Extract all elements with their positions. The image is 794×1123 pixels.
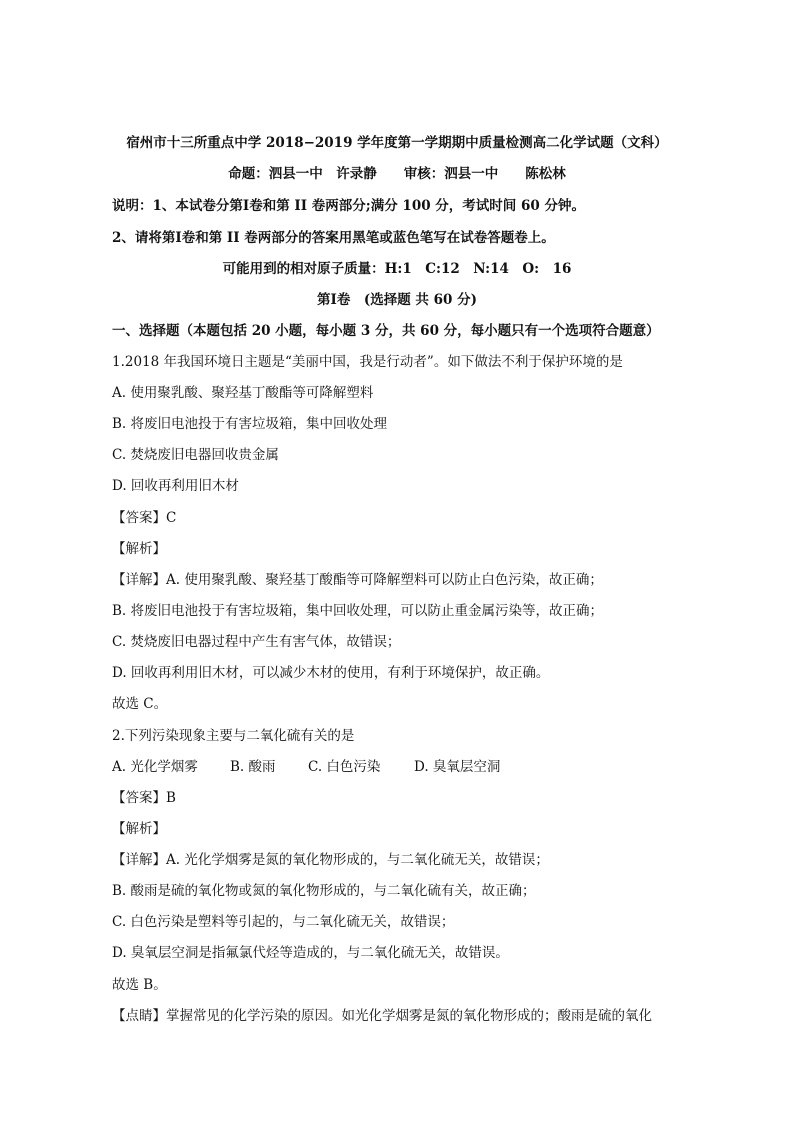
question-2-option-b: B. 酸雨 [230,759,276,775]
question-2-analysis-label: 【解析】 [112,821,166,837]
question-2-detail-d: D. 臭氧层空洞是指氟氯代烃等造成的，与二氧化硫无关，故错误。 [112,945,509,961]
exam-title: 宿州市十三所重点中学 2018−2019 学年度第一学期期中质量检测高二化学试题（文科） [126,135,668,151]
question-1-option-b: B. 将废旧电池投于有害垃圾箱，集中回收处理 [112,416,388,432]
question-2-stem: 2.下列污染现象主要与二氧化硫有关的是 [112,728,355,744]
question-2-option-c: C. 白色污染 [308,759,381,775]
question-2-detail-a: 【详解】A. 光化学烟雾是氮的氧化物形成的，与二氧化硫无关，故错误； [112,852,549,868]
exam-authors: 命题：泗县一中 许录静 审核：泗县一中 陈松林 [228,166,566,182]
question-1-detail-b: B. 将废旧电池投于有害垃圾箱，集中回收处理，可以防止重金属污染等，故正确； [112,603,604,619]
question-2-answer: 【答案】B [112,790,176,806]
question-1-conclusion: 故选 C。 [112,696,168,712]
question-1-analysis-label: 【解析】 [112,541,166,557]
instruction-note-2: 2、请将第Ⅰ卷和第 II 卷两部分的答案用黑笔或蓝色笔写在试卷答题卷上。 [112,230,555,246]
question-2-option-a: A. 光化学烟雾 [112,759,198,775]
part-heading: 一、选择题（本题包括 20 小题，每小题 3 分，共 60 分，每小题只有一个选项符合题意） [112,323,660,339]
question-1-option-c: C. 焚烧废旧电器回收贵金属 [112,447,279,463]
question-1-option-d: D. 回收再利用旧木材 [112,478,239,494]
question-1-detail-c: C. 焚烧废旧电器过程中产生有害气体，故错误； [112,634,401,650]
question-1-stem: 1.2018 年我国环境日主题是“美丽中国，我是行动者”。如下做法不利于保护环境的是 [112,354,623,370]
question-2-detail-c: C. 白色污染是塑料等引起的，与二氧化硫无关，故错误； [112,914,455,930]
question-1-answer: 【答案】C [112,510,177,526]
atomic-masses: 可能用到的相对原子质量：H:1 C:12 N:14 O: 16 [222,261,572,277]
section-title: 第Ⅰ卷 (选择题 共 60 分) [317,292,477,308]
question-2-tip: 【点睛】掌握常见的化学污染的原因。如光化学烟雾是氮的氧化物形成的；酸雨是硫的氧化 [112,1008,652,1024]
question-2-options [112,757,500,777]
question-1-detail-d: D. 回收再利用旧木材，可以减少木材的使用，有利于环境保护，故正确。 [112,665,550,681]
question-2-conclusion: 故选 B。 [112,977,167,993]
question-2-option-d: D. 臭氧层空洞 [414,759,501,775]
question-1-detail-a: 【详解】A. 使用聚乳酸、聚羟基丁酸酯等可降解塑料可以防止白色污染，故正确； [112,572,603,588]
question-1-option-a: A. 使用聚乳酸、聚羟基丁酸酯等可降解塑料 [112,385,374,401]
instruction-note-1: 说明：1、本试卷分第Ⅰ卷和第 II 卷两部分;满分 100 分，考试时间 60 分钟。 [112,198,585,214]
question-2-detail-b: B. 酸雨是硫的氧化物或氮的氧化物形成的，与二氧化硫有关，故正确； [112,883,536,899]
